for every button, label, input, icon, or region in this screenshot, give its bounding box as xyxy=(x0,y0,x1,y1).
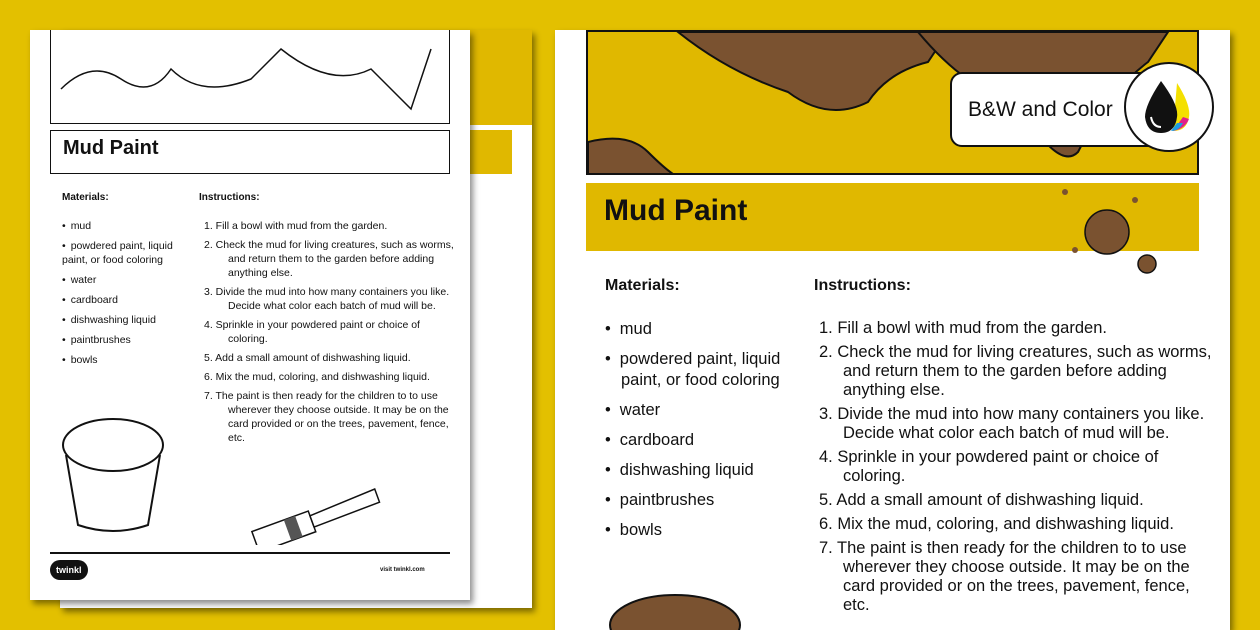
mud-bowl-icon xyxy=(605,575,745,630)
list-item: 4. Sprinkle in your powdered paint or choice of coloring. xyxy=(204,319,420,345)
list-item: 1. Fill a bowl with mud from the garden. xyxy=(819,319,1107,337)
materials-list xyxy=(62,219,192,373)
list-item: • paintbrushes xyxy=(62,333,192,347)
list-item: • mud xyxy=(62,219,192,233)
mud-splat-icon xyxy=(1035,180,1175,275)
twinkl-logo: twinkl xyxy=(50,560,88,580)
bw-worksheet-page xyxy=(30,30,470,600)
materials-heading: Materials: xyxy=(62,192,109,203)
page-title: Mud Paint xyxy=(604,194,748,227)
ink-drops-icon xyxy=(1124,62,1214,152)
instructions-heading: Instructions: xyxy=(199,192,260,203)
list-item: 3. Divide the mud into how many containers you like. Decide what color each batch of mud will be. xyxy=(819,405,1205,442)
list-item: • paintbrushes xyxy=(605,490,805,511)
list-item: 7. The paint is then ready for the children to to use wherever they choose outside. It may be on the card provided or on the trees, pavement, fence, etc. xyxy=(819,539,1190,614)
list-item: • water xyxy=(62,273,192,287)
footer-url: visit twinkl.com xyxy=(380,567,425,573)
list-item: 2. Check the mud for living creatures, such as worms, and return them to the garden before adding anything else. xyxy=(204,239,454,279)
list-item: • bowls xyxy=(62,353,192,367)
badge-label: B&W and Color xyxy=(968,97,1113,121)
materials-list xyxy=(605,319,805,550)
mud-splash-outline-art xyxy=(50,30,450,124)
list-item: 6. Mix the mud, coloring, and dishwashing liquid. xyxy=(819,515,1174,533)
list-item: • cardboard xyxy=(62,293,192,307)
list-item: 5. Add a small amount of dishwashing liquid. xyxy=(819,491,1144,509)
list-item: • cardboard xyxy=(605,430,805,451)
list-item: • powdered paint, liquid paint, or food coloring xyxy=(62,239,192,267)
list-item: 5. Add a small amount of dishwashing liquid. xyxy=(204,352,411,364)
list-item: • dishwashing liquid xyxy=(62,313,192,327)
list-item: • mud xyxy=(605,319,805,340)
list-item: 2. Check the mud for living creatures, such as worms, and return them to the garden before adding anything else. xyxy=(819,343,1212,399)
list-item: 7. The paint is then ready for the children to to use wherever they choose outside. It may be on the card provided or on the trees, pavement, fence, etc. xyxy=(204,390,449,444)
list-item: • powdered paint, liquid paint, or food coloring xyxy=(605,349,805,391)
list-item: 1. Fill a bowl with mud from the garden. xyxy=(204,220,388,232)
materials-heading: Materials: xyxy=(605,277,680,294)
list-item: • dishwashing liquid xyxy=(605,460,805,481)
instructions-heading: Instructions: xyxy=(814,277,911,294)
list-item: 6. Mix the mud, coloring, and dishwashing liquid. xyxy=(204,371,430,383)
bowl-outline-icon xyxy=(58,415,168,535)
footer-divider xyxy=(50,552,450,554)
list-item: 3. Divide the mud into how many containers you like. Decide what color each batch of mud will be. xyxy=(204,286,450,312)
paintbrush-outline-icon xyxy=(240,485,390,545)
title-box xyxy=(50,130,450,174)
instructions-list xyxy=(819,319,1219,620)
list-item: 4. Sprinkle in your powdered paint or choice of coloring. xyxy=(819,448,1159,485)
page-title: Mud Paint xyxy=(63,137,159,159)
list-item: • bowls xyxy=(605,520,805,541)
list-item: • water xyxy=(605,400,805,421)
instructions-list xyxy=(204,219,456,450)
